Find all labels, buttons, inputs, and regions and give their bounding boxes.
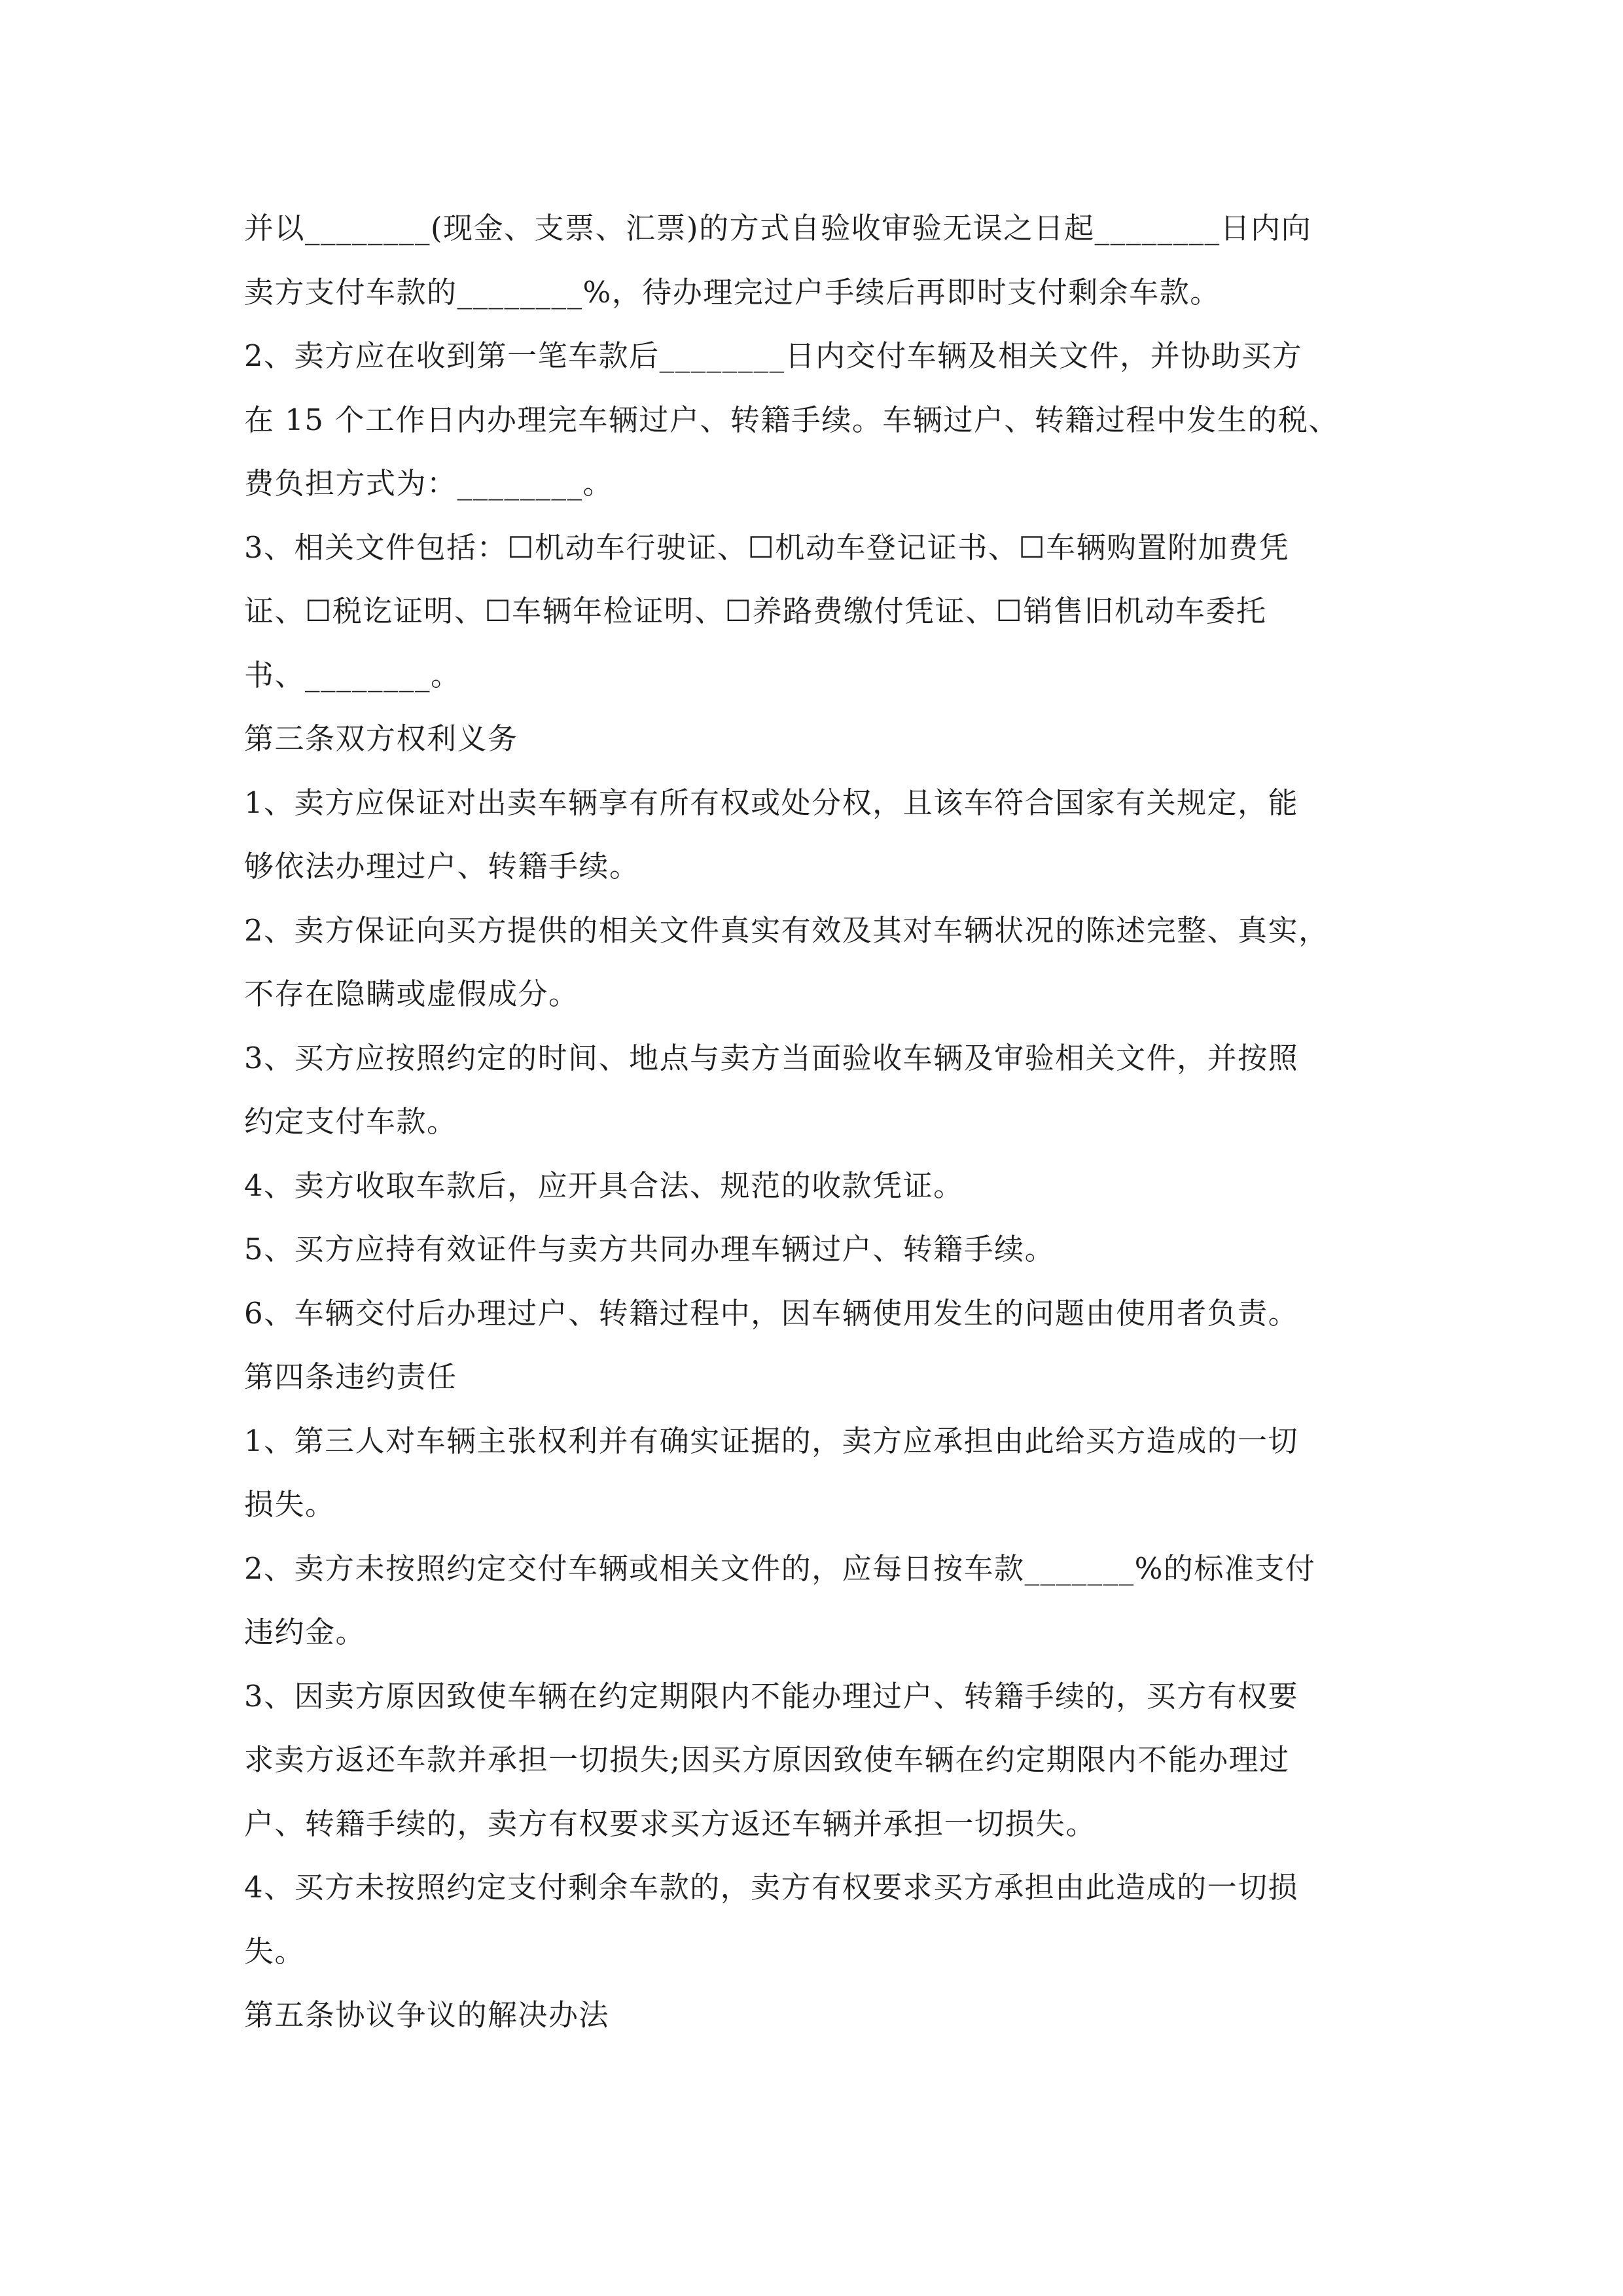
section-heading: 第五条协议争议的解决办法 <box>244 1998 610 2032</box>
text-line: 费负担方式为：________。 <box>244 466 614 501</box>
section-heading: 第三条双方权利义务 <box>244 721 518 756</box>
text-line: 卖方支付车款的________%，待办理完过户手续后再即时支付剩余车款。 <box>244 274 1221 310</box>
text-line: 1、卖方应保证对出卖车辆享有所有权或处分权，且该车符合国家有关规定，能 <box>244 785 1299 820</box>
text-line: 在 15 个工作日内办理完车辆过户、转籍手续。车辆过户、转籍过程中发生的税、 <box>244 402 1339 437</box>
section-heading: 第四条违约责任 <box>244 1359 457 1394</box>
text-line: 4、买方未按照约定支付剩余车款的，卖方有权要求买方承担由此造成的一切损 <box>244 1870 1299 1905</box>
text-line: 损失。 <box>244 1487 336 1522</box>
text-line: 1、第三人对车辆主张权利并有确实证据的，卖方应承担由此给买方造成的一切 <box>244 1423 1299 1458</box>
text-line: 求卖方返还车款并承担一切损失;因买方原因致使车辆在约定期限内不能办理过 <box>244 1742 1290 1777</box>
text-line: 2、卖方保证向买方提供的相关文件真实有效及其对车辆状况的陈述完整、真实， <box>244 912 1329 948</box>
text-line: 3、因卖方原因致使车辆在约定期限内不能办理过户、转籍手续的，买方有权要 <box>244 1678 1299 1713</box>
text-line: 户、转籍手续的，卖方有权要求买方返还车辆并承担一切损失。 <box>244 1806 1097 1841</box>
text-line: 证、☐税讫证明、☐车辆年检证明、☐养路费缴付凭证、☐销售旧机动车委托 <box>244 594 1267 628</box>
text-line: 并以________(现金、支票、汇票)的方式自验收审验无误之日起________日内向 <box>244 211 1312 245</box>
text-line: 失。 <box>244 1933 306 1969</box>
text-line: 6、车辆交付后办理过户、转籍过程中，因车辆使用发生的问题由使用者负责。 <box>244 1295 1299 1331</box>
text-line: 2、卖方应在收到第一笔车款后________日内交付车辆及相关文件，并协助买方 <box>244 338 1303 373</box>
text-line: 违约金。 <box>244 1615 366 1649</box>
document-body <box>244 196 1383 2047</box>
text-line: 5、买方应持有效证件与卖方共同办理车辆过户、转籍手续。 <box>244 1232 1056 1266</box>
text-line: 约定支付车款。 <box>244 1104 457 1139</box>
text-line: 书、________。 <box>244 657 461 692</box>
text-line: 不存在隐瞒或虚假成分。 <box>244 977 579 1011</box>
text-line: 3、买方应按照约定的时间、地点与卖方当面验收车辆及审验相关文件，并按照 <box>244 1040 1299 1075</box>
text-line: 2、卖方未按照约定交付车辆或相关文件的，应每日按车款_______%的标准支付 <box>244 1551 1316 1586</box>
text-line: 4、卖方收取车款后，应开具合法、规范的收款凭证。 <box>244 1168 964 1203</box>
text-line: 够依法办理过户、转籍手续。 <box>244 849 640 884</box>
text-line: 3、相关文件包括：☐机动车行驶证、☐机动车登记证书、☐车辆购置附加费凭 <box>244 529 1290 565</box>
